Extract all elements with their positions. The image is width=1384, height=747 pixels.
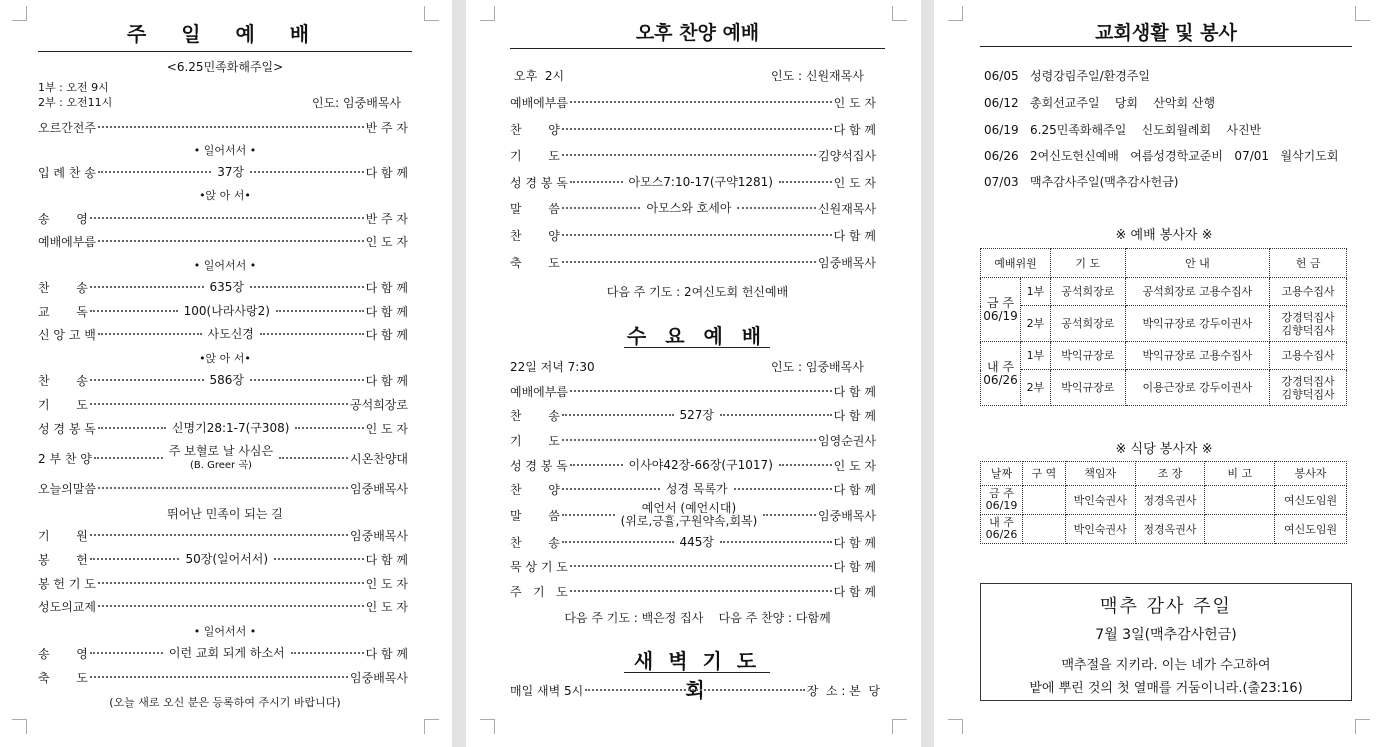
title-underline (980, 46, 1352, 47)
notice-date: 7월 3일(맥추감사헌금) (1095, 627, 1237, 643)
order-row: 묵 상 기 도 다 함 께 (510, 559, 876, 574)
order-row: 예배에부름 인 도 자 (38, 234, 408, 249)
title-underline (38, 51, 412, 52)
leader-label: 인도 : 신원재목사 (771, 69, 864, 83)
worship-servers-title: ※ 예배 봉사자 ※ (1115, 228, 1213, 243)
kitchen-servers-table (980, 461, 1347, 544)
schedule-item: 06/19 6.25민족화해주일 신도회월례회 사진반 (984, 123, 1262, 137)
sermon-title: 뛰어난 민족이 되는 길 (167, 507, 283, 521)
title-underline (624, 347, 770, 348)
table-row: 내 주 06/26 1부 박익규장로 박익규장로 고용수집사 고용수집사 (981, 342, 1347, 370)
order-row: 예배에부름 다 함 께 (510, 384, 876, 399)
schedule-item: 06/05 성령강림주일/환경주일 (984, 69, 1150, 83)
table-row: 2부 공석희장로 박익규장로 강두이권사 강경덕집사 김향덕집사 (981, 306, 1347, 342)
order-row: 송 영 반 주 자 (38, 211, 408, 226)
section-title-church-life: 교회생활 및 봉사 (1095, 22, 1237, 44)
worship-servers-table (980, 248, 1347, 406)
table-row: 금 주 06/19 박인숙권사 정경옥권사 여신도임원 (981, 486, 1347, 515)
schedule-item: 07/03 맥추감사주일(맥추감사헌금) (984, 175, 1179, 189)
order-row: 말 씀 예언서 (예언시대) (위로,긍휼,구원약속,회복) 임중배목사 (510, 501, 876, 528)
instruction-stand: • 일어서서 • (193, 259, 257, 272)
order-row: 기 도 임영순권사 (510, 433, 876, 448)
section-title-wednesday: 수 요 예 배 (626, 324, 768, 348)
instruction-sit: •앉 아 서• (199, 352, 251, 365)
order-row: 오르간전주 반 주 자 (38, 120, 408, 135)
order-row: 축 도 임중배목사 (38, 670, 408, 685)
order-row: 성도의교제 인 도 자 (38, 599, 408, 614)
order-row: 기 도 김양석집사 (510, 148, 876, 163)
next-week-prayer: 다음 주 기도 : 2여신도회 헌신예배 (606, 285, 789, 299)
wednesday-time: 22일 저녁 7:30 (510, 360, 595, 374)
crop-mark (892, 719, 907, 734)
order-row: 봉 헌 50장(일어서서) 다 함 께 (38, 551, 409, 567)
footer-note: (오늘 새로 오신 분은 등록하여 주시기 바랍니다) (109, 696, 341, 709)
crop-mark (948, 6, 963, 21)
crop-mark (480, 6, 495, 21)
table-header-row: 예배위원 기 도 안 내 헌 금 (981, 249, 1347, 278)
table-row: 내 주 06/26 박인숙권사 정경옥권사 여신도임원 (981, 515, 1347, 544)
instruction-stand: • 일어서서 • (193, 144, 257, 157)
order-row: 매일 새벽 5시 장 소 : 본 당 (510, 683, 880, 698)
crop-mark (1355, 719, 1370, 734)
crop-mark (948, 719, 963, 734)
order-row: 찬 양 성경 목록가 다 함 께 (510, 481, 877, 497)
page-church-life (934, 0, 1384, 747)
order-row: 주 기 도 다 함 께 (510, 584, 876, 599)
section-title-afternoon: 오후 찬양 예배 (635, 22, 760, 44)
instruction-sit: •앉 아 서• (199, 189, 251, 202)
crop-mark (424, 719, 439, 734)
wednesday-next-week: 다음 주 기도 : 백은정 집사 다음 주 찬양 : 다함께 (564, 611, 831, 625)
page-sunday-worship (0, 0, 452, 747)
order-row: 말 씀 아모스와 호세아 신원재목사 (510, 200, 877, 216)
order-row: 신 앙 고 백 사도신경 다 함 께 (38, 326, 408, 342)
title-underline (624, 672, 770, 673)
crop-mark (12, 6, 27, 21)
order-row: 예배에부름 인 도 자 (510, 95, 876, 110)
subtitle: <6.25민족화해주일> (166, 60, 284, 74)
table-row: 금 주 06/19 1부 공석희장로 공석희장로 고용수집사 고용수집사 (981, 278, 1347, 306)
order-row: 성 경 봉 독 이사야42장-66장(구1017) 인 도 자 (510, 457, 877, 473)
order-row: 성 경 봉 독 신명기28:1-7(구308) 인 도 자 (38, 420, 408, 436)
schedule-item: 06/12 총회선교주일 당회 산악회 산행 (984, 96, 1216, 110)
order-row: 찬 송 586장 다 함 께 (38, 372, 409, 388)
order-row: 찬 송 635장 다 함 께 (38, 279, 409, 295)
crop-mark (1355, 6, 1370, 21)
order-row: 기 도 공석희장로 (38, 397, 408, 412)
page-afternoon-worship (466, 0, 921, 747)
service-time: 오후 2시 (514, 69, 565, 83)
crop-mark (892, 6, 907, 21)
order-row: 기 원 임중배목사 (38, 528, 408, 543)
order-row: 찬 양 다 함 께 (510, 122, 876, 137)
notice-verse-line2: 밭에 뿌린 것의 첫 열매를 거둠이니라.(출23:16) (1029, 681, 1303, 696)
leader-label: 인도: 임중배목사 (312, 96, 402, 110)
title-underline (510, 48, 885, 49)
order-row: 축 도 임중배목사 (510, 255, 876, 270)
crop-mark (12, 719, 27, 734)
schedule-item: 06/26 2여신도헌신예배 여름성경학교준비 07/01 월삭기도회 (984, 149, 1339, 163)
crop-mark (480, 719, 495, 734)
service-time-1: 1부 : 오전 9시 (38, 81, 109, 94)
order-row: 찬 송 445장 다 함 께 (510, 534, 877, 550)
order-row: 찬 송 527장 다 함 께 (510, 407, 877, 423)
order-row: 입 례 찬 송 37장 다 함 께 (38, 164, 408, 180)
order-row: 오늘의말씀 임중배목사 (38, 481, 408, 496)
section-title-dawn-prayer: 새 벽 기 도 회 (633, 649, 761, 702)
order-row: 봉 헌 기 도 인 도 자 (38, 576, 408, 591)
order-row: 찬 양 다 함 께 (510, 228, 876, 243)
crop-mark (424, 6, 439, 21)
notice-title: 맥추 감사 주일 (1100, 596, 1232, 617)
order-row: 성 경 봉 독 아모스7:10-17(구약1281) 인 도 자 (510, 174, 877, 190)
order-row: 송 영 이런 교회 되게 하소서 다 함 께 (38, 645, 409, 661)
wednesday-leader: 인도 : 임중배목사 (771, 360, 864, 374)
kitchen-servers-title: ※ 식당 봉사자 ※ (1115, 442, 1213, 457)
table-header-row: 날짜 구 역 책임자 조 장 비 고 봉사자 (981, 462, 1347, 486)
page-title: 주 일 예 배 (126, 22, 324, 46)
table-row: 2부 박익규장로 이용근장로 강두이권사 강경덕집사 김향덕집사 (981, 370, 1347, 406)
service-time-2: 2부 : 오전11시 (38, 96, 113, 109)
notice-verse-line1: 맥추절을 지키라. 이는 네가 수고하여 (1061, 658, 1271, 673)
order-row: 교 독 100(나라사랑2) 다 함 께 (38, 303, 409, 319)
order-row: 2 부 찬 양 주 보혈로 날 사심은 (B. Greer 곡) 시온찬양대 (38, 443, 409, 471)
instruction-stand: • 일어서서 • (193, 625, 257, 638)
thanksgiving-notice-box (980, 583, 1352, 701)
